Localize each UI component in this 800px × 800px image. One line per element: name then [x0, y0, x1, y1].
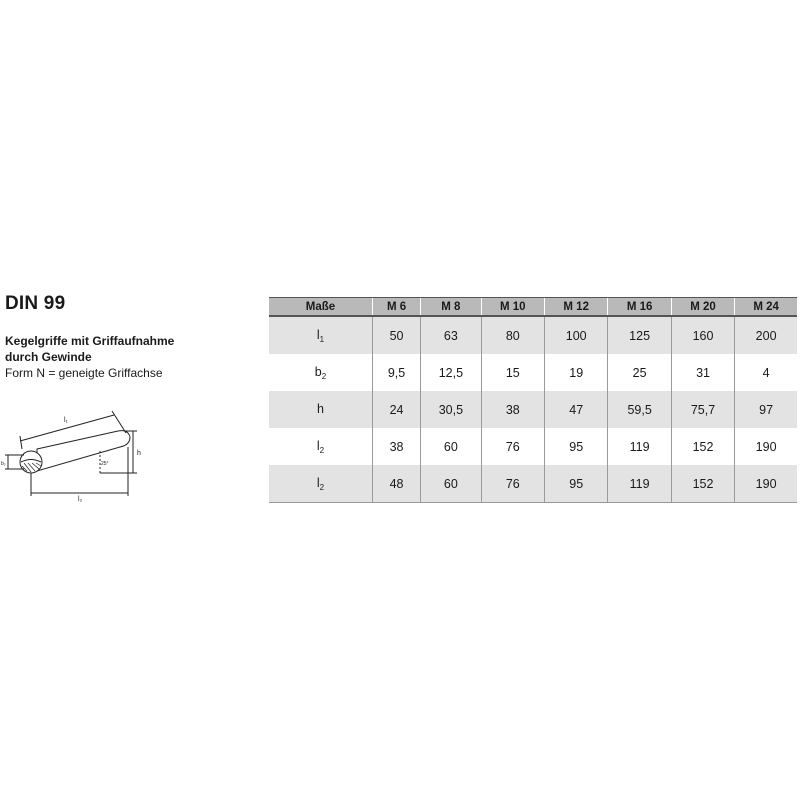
table-cell: 12,5 — [421, 354, 481, 391]
page-title: DIN 99 — [5, 293, 66, 314]
row-label: h — [269, 391, 373, 428]
table-cell: 50 — [373, 316, 421, 354]
table-cell: 30,5 — [421, 391, 481, 428]
table-cell: 24 — [373, 391, 421, 428]
header-size: M 16 — [608, 298, 671, 317]
table-cell: 9,5 — [373, 354, 421, 391]
table-cell: 190 — [735, 428, 797, 465]
row-label: $l_1$ — [269, 316, 373, 354]
table-cell: 100 — [545, 316, 608, 354]
table-row — [269, 428, 797, 465]
header-size: M 6 — [373, 298, 421, 317]
label-b2: b₂ — [1, 461, 6, 467]
header-size: M 10 — [481, 298, 544, 317]
table-cell: 48 — [373, 465, 421, 503]
row-label: $b_2$ — [314, 364, 327, 381]
table-cell: 95 — [545, 428, 608, 465]
table-cell: 97 — [735, 391, 797, 428]
description — [5, 333, 174, 381]
table-cell: 160 — [671, 316, 734, 354]
header-label: Maße — [269, 298, 373, 317]
table-cell: 125 — [608, 316, 671, 354]
table-cell: 25 — [608, 354, 671, 391]
header-size: M 24 — [735, 298, 797, 317]
label-l2: l₂ — [78, 496, 83, 503]
subtitle-line-1: Kegelgriffe mit Griffaufnahme — [5, 334, 175, 348]
table-cell: 4 — [735, 354, 797, 391]
label-l1: l₁ — [64, 417, 68, 424]
table-row — [269, 316, 797, 354]
table-cell: 119 — [608, 465, 671, 503]
row-label: $l_2$ — [316, 438, 325, 455]
table-cell: 38 — [373, 428, 421, 465]
table-cell: 80 — [481, 316, 544, 354]
table-cell: 38 — [481, 391, 544, 428]
subtitle-line-2: durch Gewinde — [5, 350, 92, 364]
table-header-row — [269, 298, 797, 317]
form-note: Form N = geneigte Griffachse — [5, 366, 163, 380]
table-row — [269, 465, 797, 503]
label-angle: 25° — [101, 461, 109, 467]
table-cell: 152 — [671, 428, 734, 465]
table-cell: 60 — [421, 465, 481, 503]
table-cell: 47 — [545, 391, 608, 428]
table-cell: 76 — [481, 428, 544, 465]
table-row — [269, 391, 797, 428]
header-size: M 12 — [545, 298, 608, 317]
technical-drawing — [0, 405, 160, 505]
table-cell: 63 — [421, 316, 481, 354]
header-size: M 20 — [671, 298, 734, 317]
table-cell: 76 — [481, 465, 544, 503]
table-cell: 200 — [735, 316, 797, 354]
header-size: M 8 — [421, 298, 481, 317]
table-cell: 119 — [608, 428, 671, 465]
table-row — [269, 354, 797, 391]
table-cell: 152 — [671, 465, 734, 503]
label-h: h — [137, 450, 141, 457]
table-cell: 95 — [545, 465, 608, 503]
table-cell: 190 — [735, 465, 797, 503]
row-label: $l_2$ — [269, 465, 373, 503]
dimensions-table — [269, 297, 797, 503]
table-cell: 75,7 — [671, 391, 734, 428]
table-cell: 60 — [421, 428, 481, 465]
table-cell: 19 — [545, 354, 608, 391]
table-cell: 15 — [481, 354, 544, 391]
table-cell: 31 — [671, 354, 734, 391]
table-cell: 59,5 — [608, 391, 671, 428]
